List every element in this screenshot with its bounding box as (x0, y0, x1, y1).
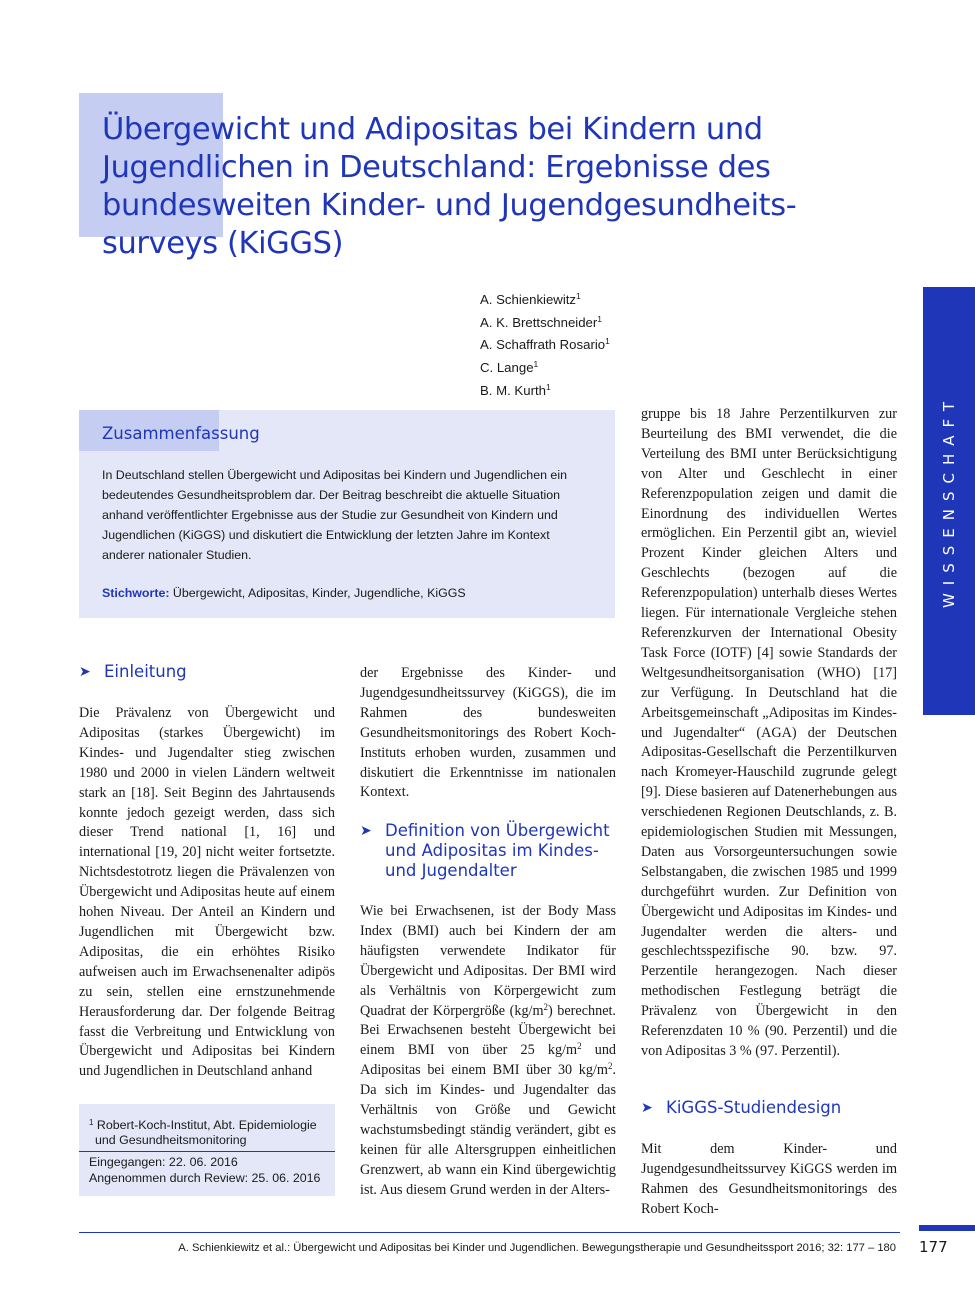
arrow-icon: ➤ (360, 823, 372, 839)
abstract-line: anhand veröffentlichter Ergebnisse aus der Studie zur Gesundheit von Kindern und (102, 507, 558, 522)
author-list (480, 287, 610, 401)
footer-rule (79, 1232, 900, 1233)
section-heading-einleitung: ➤ Einleitung (79, 662, 187, 681)
title-line: Übergewicht und Adipositas bei Kindern und (102, 112, 763, 147)
page-number: 177 (919, 1238, 948, 1256)
author: C. Lange$^1$ (480, 359, 539, 376)
section-heading-definition: ➤ Definition von Übergewicht und Adipositas im Kindes- und Jugendalter (360, 821, 610, 880)
title-line: surveys (KiGGS) (102, 226, 344, 261)
author: A. Schienkiewitz$^1$ (480, 291, 581, 307)
author: B. M. Kurth$^1$ (480, 381, 551, 398)
title-line: bundesweiten Kinder- und Jugendgesundheits- (102, 188, 797, 223)
article-title (102, 111, 882, 263)
received-date: Eingegangen: 22. 06. 2016 (89, 1155, 238, 1169)
keywords-label: Stichworte: (102, 586, 170, 600)
abstract-text (102, 466, 587, 566)
abstract-line: In Deutschland stellen Übergewicht und Adipositas bei Kindern und Jugendlichen ein (102, 468, 567, 482)
dates-note (89, 1154, 329, 1186)
side-tab-label: WISSENSCHAFT (940, 393, 958, 609)
affiliation-note: $^1$ Robert-Koch-Institut, Abt. Epidemiologie und Gesundheitsmonitoring (89, 1118, 317, 1148)
body-column-3: gruppe bis 18 Jahre Perzentilkurven zur Beurteilung des BMI verwendet, die die Verteilung des BMI unter Berücksichtigung von Alter und Geschlecht in einer Referenzpopulation zeigen und damit die Einordnung des individuellen Wertes ermöglichen. Ein Perzentil gibt an, wieviel Prozent Kinder gleichen Alters und Geschlechts (bezogen auf die Referenzpopulation) unterhalb dieses Wertes liegen. Für internationale Vergleiche stehen Referenzkurven der International Obesity Task Force (IOTF) [4] sowie Standards der Weltgesundheitsorganisation (WHO) [17] zur Verfügung. In Deutschland hat die Arbeitsgemeinschaft „Adipositas im Kindes- und Jugendalter“ (AGA) der Deutschen Adipositas-Gesellschaft die Perzentilkurven nach Kromeyer-Hauschild zugrunde gelegt [9]. Diese basieren auf Datenerhebungen aus verschiedenen Regionen Deutschlands, z. B. epidemiologischen Studien mit Messungen, Daten aus Vorsorgeuntersuchungen sowie Selbstangaben, die zwischen 1985 und 1999 durchgeführt wurden. Zur Definition von Übergewicht und Adipositas im Kindes- und Jugendalter werden die alters- und geschlechtsspezifische 90. bzw. 97. Perzentile herangezogen. Nach dieser methodischen Festlegung beträgt die Prävalenz von Übergewicht in den Referenzdaten 10 % (90. Perzentil) und die von Adipositas 3 % (97. Perzentil). (641, 406, 897, 1059)
body-column-1: Die Prävalenz von Übergewicht und Adipositas (starkes Übergewicht) im Kindes- und Jugendalter stieg zwischen 1980 und 2000 in vielen Ländern weltweit stark an [18]. Seit Beginn des Jahrtausends konnte jedoch gezeigt werden, dass sich dieser Trend national [1, 16] und international [19, 20] nicht weiter fortsetzte. Nichtsdestotrotz liegen die Prävalenzen von Übergewicht und Adipositas heute auf einem hohen Niveau. Der Anteil an Kindern und Jugendlichen mit Übergewicht bzw. Adipositas, die ein erhöhtes Risiko aufweisen auch im Erwachsenenalter adipös zu sein, stellen eine ernstzunehmende Herausforderung dar. Der folgende Beitrag fasst die Verbreitung und Entwicklung von Übergewicht und Adipositas bei Kindern und Jugendlichen in Deutschland anhand (79, 705, 335, 1080)
author: A. K. Brettschneider$^1$ (480, 313, 603, 330)
footer-accent (919, 1225, 975, 1231)
keywords (102, 584, 602, 603)
accepted-date: Angenommen durch Review: 25. 06. 2016 (89, 1171, 321, 1185)
body-column-2: Wie bei Erwachsenen, ist der Body Mass Index (BMI) auch bei Kindern der am häufigsten verwendete Indikator für Übergewicht und Adipositas. Der BMI wird als Verhältnis von Körpergewicht zum Quadrat der Körpergröße $(kg/m^2)$ berechnet. Bei Erwachsenen besteht Übergewicht bei einem BMI von über 25 $kg/m^2$ und Adipositas bei einem BMI über 30 $kg/m^2$. Da sich im Kindes- und Jugendalter das Verhältnis von Größe und Gewicht wachstumsbedingt ständig verändert, gibt es keinen für alle Altersgruppen einheitlichen Grenzwert, ab wann ein Kind übergewichtig ist. Aus diesem Grund werden in der Alters- (360, 903, 617, 1198)
abstract-heading: Zusammenfassung (102, 424, 260, 443)
arrow-icon: ➤ (641, 1100, 653, 1116)
keywords-list: Übergewicht, Adipositas, Kinder, Jugendliche, KiGGS (169, 586, 466, 600)
footnote-divider (79, 1151, 335, 1152)
footer-citation: A. Schienkiewitz et al.: Übergewicht und Adipositas bei Kinder und Jugendlichen. Bewegungstherapie und Gesundheitssport 2016; 32: 177 – 180 (178, 1242, 896, 1254)
section-heading-kiggs: ➤ KiGGS-Studiendesign (641, 1098, 842, 1117)
body-column-2-top: der Ergebnisse des Kinder- und Jugendgesundheitssurvey (KiGGS), die im Rahmen des bundesweiten Gesundheitsmonitorings des Robert Koch-Instituts erhoben wurden, zusammen und diskutiert die Erkenntnisse im nationalen Kontext. (360, 665, 616, 801)
abstract-line: bedeutendes Gesundheitsproblem dar. Der Beitrag beschreibt die aktuelle Situation (102, 487, 561, 502)
title-line: Jugendlichen in Deutschland: Ergebnisse des (102, 150, 771, 185)
author: A. Schaffrath Rosario$^1$ (480, 336, 610, 353)
arrow-icon: ➤ (79, 664, 91, 680)
body-column-3-bottom: Mit dem Kinder- und Jugendgesundheitssurvey KiGGS werden im Rahmen des Gesundheitsmonitorings des Robert Koch- (641, 1141, 897, 1217)
abstract-line: Jugendlichen (KiGGS) und diskutiert die Entwicklung der letzten Jahre im Kontext (102, 527, 550, 542)
journal-reference: Bewegungstherapie und Gesundheitssport 2016; 32: 177 – 180 (581, 1242, 896, 1254)
abstract-line: anderer nationaler Studien. (102, 547, 252, 562)
